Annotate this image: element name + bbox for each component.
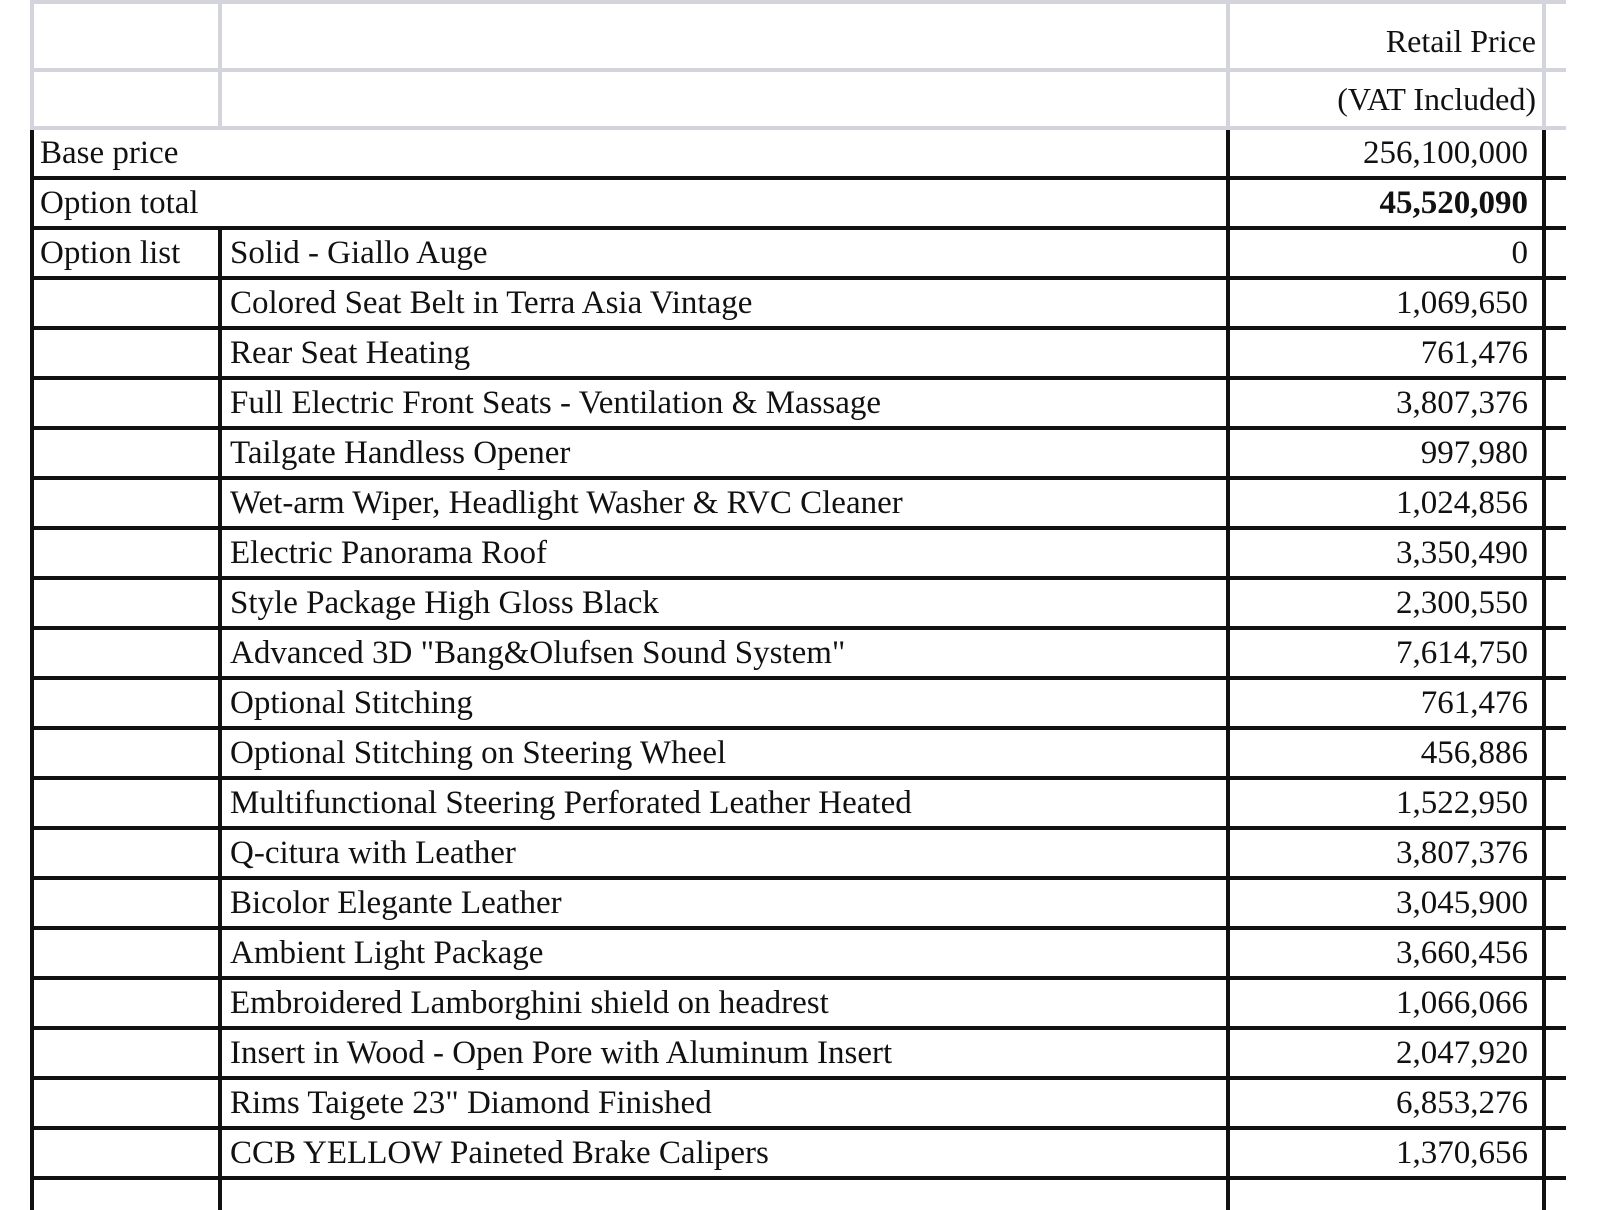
option-name: Wet-arm Wiper, Headlight Washer & RVC Cleaner — [222, 480, 1230, 526]
option-blank-cell — [30, 580, 222, 626]
base-price-row — [30, 130, 1566, 180]
option-row — [30, 980, 1566, 1030]
option-name: Advanced 3D "Bang&Olufsen Sound System" — [222, 630, 1230, 676]
option-price: 7,614,750 — [1230, 630, 1546, 676]
option-name: CCB YELLOW Paineted Brake Calipers — [222, 1130, 1230, 1176]
cut-off-cell-3 — [1230, 1180, 1546, 1210]
option-row — [30, 530, 1566, 580]
option-name: Optional Stitching on Steering Wheel — [222, 730, 1230, 776]
option-name: Optional Stitching — [222, 680, 1230, 726]
option-blank-cell — [30, 680, 222, 726]
option-name: Rims Taigete 23" Diamond Finished — [222, 1080, 1230, 1126]
option-price: 1,066,066 — [1230, 980, 1546, 1026]
header-cell-empty-2 — [222, 4, 1230, 68]
option-row — [30, 630, 1566, 680]
option-blank-cell — [30, 1030, 222, 1076]
option-price: 761,476 — [1230, 330, 1546, 376]
option-list-label: Option list — [30, 230, 222, 276]
option-blank-cell — [30, 380, 222, 426]
cut-off-row — [30, 1180, 1566, 1210]
option-total-label: Option total — [30, 180, 1230, 226]
option-price: 3,660,456 — [1230, 930, 1546, 976]
option-name: Ambient Light Package — [222, 930, 1230, 976]
header-vat-included: (VAT Included) — [1230, 72, 1546, 126]
header-retail-price: Retail Price — [1230, 4, 1546, 68]
option-blank-cell — [30, 780, 222, 826]
option-blank-cell — [30, 980, 222, 1026]
option-blank-cell — [30, 530, 222, 576]
option-price: 2,300,550 — [1230, 580, 1546, 626]
option-name: Insert in Wood - Open Pore with Aluminum Insert — [222, 1030, 1230, 1076]
option-row — [30, 880, 1566, 930]
option-price: 1,522,950 — [1230, 780, 1546, 826]
option-row — [30, 930, 1566, 980]
option-name: Multifunctional Steering Perforated Leather Heated — [222, 780, 1230, 826]
option-name: Bicolor Elegante Leather — [222, 880, 1230, 926]
option-price: 3,807,376 — [1230, 380, 1546, 426]
header-row-2 — [30, 72, 1566, 130]
cut-off-cell-1 — [30, 1180, 222, 1210]
option-blank-cell — [30, 330, 222, 376]
header-cell-empty-1 — [30, 4, 222, 68]
option-row — [30, 780, 1566, 830]
base-price-label: Base price — [30, 130, 1230, 176]
option-row — [30, 1030, 1566, 1080]
option-row — [30, 1080, 1566, 1130]
option-row — [30, 830, 1566, 880]
option-price: 6,853,276 — [1230, 1080, 1546, 1126]
option-row — [30, 380, 1566, 430]
option-blank-cell — [30, 280, 222, 326]
option-price: 2,047,920 — [1230, 1030, 1546, 1076]
header-row-1 — [30, 0, 1566, 72]
option-blank-cell — [30, 630, 222, 676]
option-blank-cell — [30, 880, 222, 926]
header-cell-empty-3 — [30, 72, 222, 126]
option-blank-cell — [30, 930, 222, 976]
option-row — [30, 230, 1566, 280]
option-blank-cell — [30, 430, 222, 476]
option-row — [30, 580, 1566, 630]
option-name: Embroidered Lamborghini shield on headrest — [222, 980, 1230, 1026]
option-price: 1,069,650 — [1230, 280, 1546, 326]
option-name: Solid - Giallo Auge — [222, 230, 1230, 276]
option-blank-cell — [30, 480, 222, 526]
option-row — [30, 280, 1566, 330]
option-name: Style Package High Gloss Black — [222, 580, 1230, 626]
price-table — [30, 0, 1566, 1210]
option-price: 456,886 — [1230, 730, 1546, 776]
base-price-value: 256,100,000 — [1230, 130, 1546, 176]
option-blank-cell — [30, 1080, 222, 1126]
option-name: Electric Panorama Roof — [222, 530, 1230, 576]
option-price: 997,980 — [1230, 430, 1546, 476]
option-name: Colored Seat Belt in Terra Asia Vintage — [222, 280, 1230, 326]
option-name: Q-citura with Leather — [222, 830, 1230, 876]
header-cell-empty-4 — [222, 72, 1230, 126]
option-row — [30, 730, 1566, 780]
option-price: 1,024,856 — [1230, 480, 1546, 526]
option-blank-cell — [30, 730, 222, 776]
option-row — [30, 680, 1566, 730]
option-price: 3,350,490 — [1230, 530, 1546, 576]
cut-off-cell-2 — [222, 1180, 1230, 1210]
option-blank-cell — [30, 830, 222, 876]
option-price: 1,370,656 — [1230, 1130, 1546, 1176]
option-name: Full Electric Front Seats - Ventilation & Massage — [222, 380, 1230, 426]
option-row — [30, 1130, 1566, 1180]
option-row — [30, 430, 1566, 480]
option-row — [30, 480, 1566, 530]
option-price: 3,807,376 — [1230, 830, 1546, 876]
option-total-value: 45,520,090 — [1230, 180, 1546, 226]
option-price: 761,476 — [1230, 680, 1546, 726]
option-price: 3,045,900 — [1230, 880, 1546, 926]
option-price: 0 — [1230, 230, 1546, 276]
option-total-row — [30, 180, 1566, 230]
option-blank-cell — [30, 1130, 222, 1176]
option-name: Tailgate Handless Opener — [222, 430, 1230, 476]
option-row — [30, 330, 1566, 380]
option-name: Rear Seat Heating — [222, 330, 1230, 376]
